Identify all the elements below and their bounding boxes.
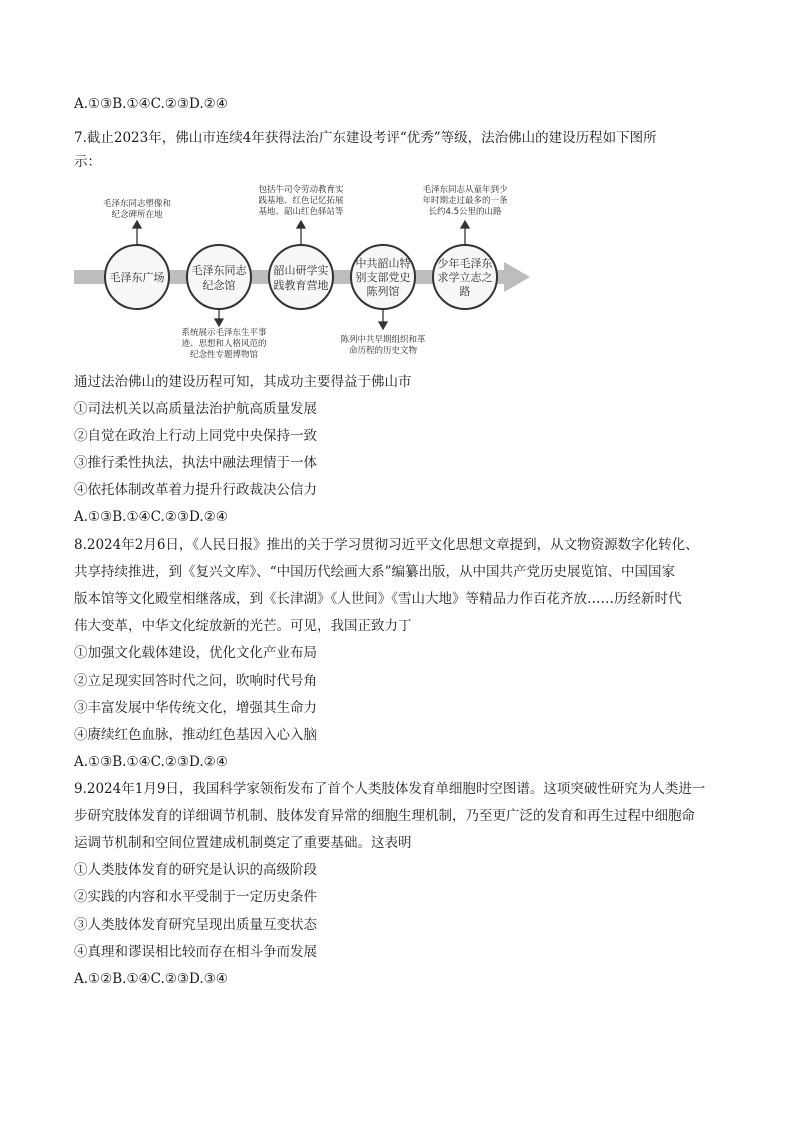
circle-3-text-2: 践教育营地 <box>273 279 329 292</box>
note-top-1-line-2: 纪念碑所在地 <box>111 210 163 220</box>
note-bottom-2-line-1: 系统展示毛泽东生平事 <box>181 328 267 338</box>
note-top-5-line-2: 年时期走过最多的一条 <box>422 196 508 206</box>
q9-stem-line-3: 运调节机制和空间位置建成机制奠定了重要基础。这表明 <box>74 835 412 851</box>
circle-2-text-1: 毛泽东同志 <box>191 264 247 277</box>
q8-choices: A.①③B.①④C.②③D.②④ <box>74 754 228 770</box>
circle-5-text-1: 少年毛泽东 <box>437 257 493 270</box>
diagram-svg <box>74 176 534 360</box>
note-top-3-line-3: 基地、韶山红色驿站等 <box>258 207 344 217</box>
q9-option-1: ①人类肢体发育的研究是认识的高级阶段 <box>74 862 317 878</box>
circle-5-text-3: 路 <box>459 285 471 298</box>
note-bottom-4-line-2: 命历程的历史文物 <box>348 346 418 356</box>
circle-3-text-1: 韶山研学实 <box>273 264 329 277</box>
q7-option-4: ④依托体制改革着力提升行政裁决公信力 <box>74 482 317 498</box>
q8-option-2: ②立足现实回答时代之问，吹响时代号角 <box>74 673 317 689</box>
q7-question: 通过法治佛山的建设历程可知，其成功主要得益于佛山市 <box>74 374 412 390</box>
q7-choices: A.①③B.①④C.②③D.②④ <box>74 509 228 525</box>
arrowhead-1 <box>133 221 141 228</box>
note-top-5-line-1: 毛泽东同志从童年到少 <box>422 185 508 195</box>
q9-stem-line-1: 9.2024年1月9日，我国科学家领衔发布了首个人类肢体发育单细胞时空图谱。这项突破性研究为人类进一 <box>74 781 706 797</box>
circle-5 <box>433 245 497 309</box>
q7-option-3: ③推行柔性执法，执法中融法理情于一体 <box>74 455 317 471</box>
q9-option-2: ②实践的内容和水平受制于一定历史条件 <box>74 889 317 905</box>
foshan-rule-of-law-diagram <box>74 176 534 360</box>
q6-options: A.①③B.①④C.②③D.②④ <box>74 96 228 112</box>
circle-4-text-3: 陈列馆 <box>366 285 400 298</box>
q9-option-4: ④真理和谬误相比较而存在相斗争而发展 <box>74 944 317 960</box>
q8-stem-line-3: 版本馆等文化殿堂相继落成，到《长津湖》《人世间》《雪山大地》等精品力作百花齐放……历经新时代 <box>74 591 682 607</box>
circle-2-text-2: 纪念馆 <box>202 279 236 292</box>
note-top-5-line-3: 长约4.5公里的山路 <box>428 207 502 217</box>
note-bottom-2-line-2: 迹、思想和人格风范的 <box>181 339 267 349</box>
circle-2 <box>187 245 251 309</box>
q8-option-4: ④赓续红色血脉，推动红色基因入心入脑 <box>74 727 317 743</box>
arrowhead-2 <box>215 319 223 326</box>
q7-stem-line-1: 7.截止2023年，佛山市连续4年获得法治广东建设考评“优秀”等级，法治佛山的建设历程如下图所 <box>74 130 657 146</box>
note-bottom-4-line-1: 陈列中共早期组织和革 <box>340 335 426 345</box>
q7-stem-line-2: 示： <box>74 154 101 170</box>
note-bottom-2-line-3: 纪念性专题博物馆 <box>189 350 259 360</box>
arrowhead-4 <box>379 322 387 329</box>
arrowhead-3 <box>297 221 305 228</box>
q8-stem-line-4: 伟大变革，中华文化绽放新的光芒。可见，我国正致力丁 <box>74 618 412 634</box>
q9-stem-line-2: 步研究肢体发育的详细调节机制、肢体发育异常的细胞生理机制，乃至更广泛的发育和再生过程中细胞命 <box>74 808 695 824</box>
note-top-3-line-2: 践基地、红色记忆拓展 <box>258 196 344 206</box>
circle-4-text-2: 别支部党史 <box>355 271 411 284</box>
q8-stem-line-1: 8.2024年2月6日，《人民日报》推出的关于学习贯彻习近平文化思想文章提到，从文物资源数字化转化、 <box>74 537 699 553</box>
q9-option-3: ③人类肢体发育研究呈现出质量互变状态 <box>74 917 317 933</box>
circle-1 <box>105 245 169 309</box>
note-top-3-line-1: 包括牛司令劳动教育实 <box>258 185 344 195</box>
q8-option-3: ③丰富发展中华传统文化，增强其生命力 <box>74 700 317 716</box>
circle-3 <box>269 245 333 309</box>
q8-option-1: ①加强文化载体建设，优化文化产业布局 <box>74 645 317 661</box>
circle-1-text: 毛泽东广场 <box>109 271 165 284</box>
q7-option-1: ①司法机关以高质量法治护航高质量发展 <box>74 401 317 417</box>
q8-stem-line-2: 共享持续推进，到《复兴文库》、“中国历代绘画大系”编纂出版，从中国共产党历史展览馆、中国国家 <box>74 564 676 580</box>
q9-choices: A.①②B.①④C.②③D.③④ <box>74 971 228 987</box>
circle-4 <box>351 245 415 309</box>
arrowhead-5 <box>461 221 469 228</box>
note-top-1-line-1: 毛泽东同志塑像和 <box>102 199 172 209</box>
circle-4-text-1: 中共韶山特 <box>355 257 411 270</box>
circle-5-text-2: 求学立志之 <box>437 271 493 284</box>
q7-option-2: ②自觉在政治上行动上同党中央保持一致 <box>74 428 317 444</box>
